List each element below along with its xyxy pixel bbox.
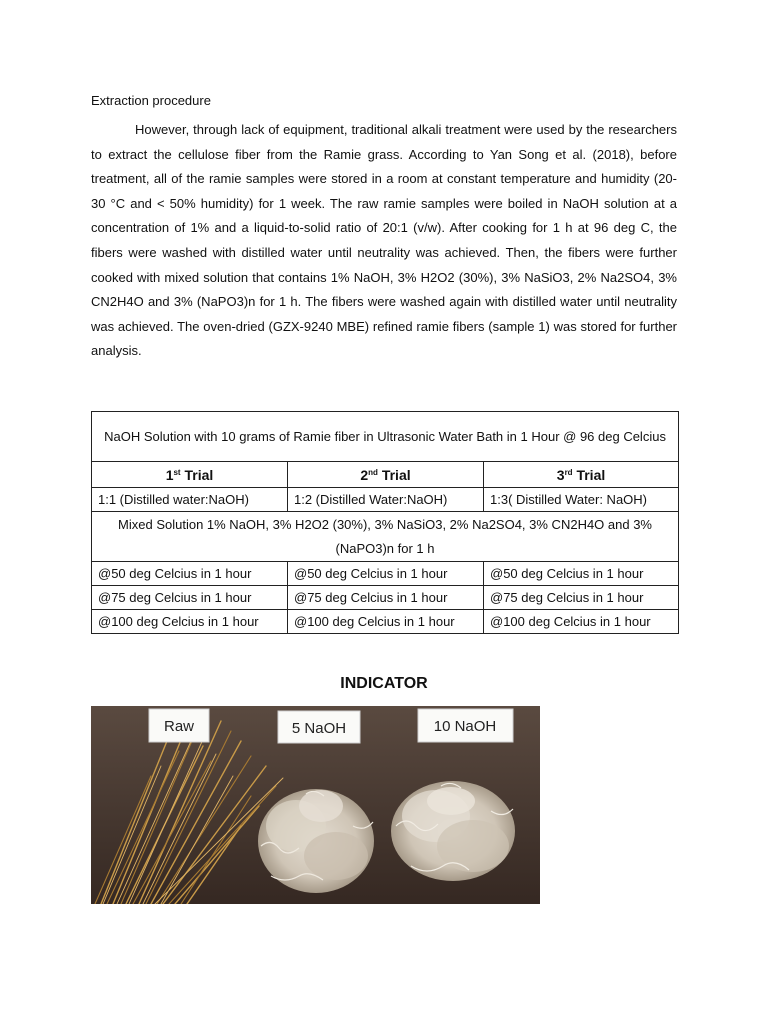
fiber-samples-photo — [91, 706, 540, 904]
temp-cell: @50 deg Celcius in 1 hour — [288, 562, 484, 586]
ratio-cell: 1:1 (Distilled water:NaOH) — [92, 488, 288, 512]
indicator-title: INDICATOR — [340, 675, 428, 692]
five-naoh-fiber-pile — [258, 789, 374, 893]
label-ten-naoh: 10 NaOH — [433, 718, 497, 735]
body-paragraph — [91, 118, 677, 364]
temp-cell: @100 deg Celcius in 1 hour — [92, 610, 288, 634]
label-raw-card — [149, 709, 209, 742]
section-title: Extraction procedure — [91, 93, 211, 108]
temp-cell: @75 deg Celcius in 1 hour — [92, 586, 288, 610]
ratio-cell: 1:3( Distilled Water: NaOH) — [484, 488, 679, 512]
label-raw: Raw — [163, 718, 195, 735]
temp-cell: @75 deg Celcius in 1 hour — [484, 586, 679, 610]
trial-header-1: 1st Trial — [92, 462, 288, 488]
temp-cell: @100 deg Celcius in 1 hour — [484, 610, 679, 634]
label-five-naoh: 5 NaOH — [291, 720, 347, 737]
temp-cell: @50 deg Celcius in 1 hour — [92, 562, 288, 586]
ten-naoh-fiber-pile — [391, 781, 515, 881]
mixed-solution-row: Mixed Solution 1% NaOH, 3% H2O2 (30%), 3% NaSiO3, 2% Na2SO4, 3% CN2H4O and 3% (NaPO3)n for 1 h — [92, 512, 679, 562]
table-caption-row: NaOH Solution with 10 grams of Ramie fiber in Ultrasonic Water Bath in 1 Hour @ 96 deg Celcius — [92, 412, 679, 462]
temp-cell: @100 deg Celcius in 1 hour — [288, 610, 484, 634]
label-ten-naoh-card — [418, 709, 513, 742]
temp-cell: @75 deg Celcius in 1 hour — [288, 586, 484, 610]
trial-header-3: 3rd Trial — [484, 462, 679, 488]
procedure-table — [91, 411, 679, 634]
trial-header-2: 2nd Trial — [288, 462, 484, 488]
ratio-cell: 1:2 (Distilled Water:NaOH) — [288, 488, 484, 512]
temp-cell: @50 deg Celcius in 1 hour — [484, 562, 679, 586]
paragraph-text: However, through lack of equipment, traditional alkali treatment were used by the researchers to extract the cellulose fiber from the Ramie grass. According to Yan Song et al. (2018), before treatment, all of the ramie samples were stored in a room at constant temperature and humidity (20-30 °C and < 50% humidity) for 1 week. The raw ramie samples were boiled in NaOH solution at a concentration of 1% and a liquid-to-solid ratio of 20:1 (v/w). After cooking for 1 h at 96 deg C, the fibers were washed with distilled water until neutrality was achieved. Then, the fibers were further cooked with mixed solution that contains 1% NaOH, 3% H2O2 (30%), 3% NaSiO3, 2% Na2SO4, 3% CN2H4O and 3% (NaPO3)n for 1 h. The fibers were washed again with distilled water until neutrality was achieved. The oven-dried (GZX-9240 MBE) refined ramie fibers (sample 1) was stored for further analysis. — [91, 122, 677, 359]
label-five-naoh-card — [278, 711, 360, 743]
